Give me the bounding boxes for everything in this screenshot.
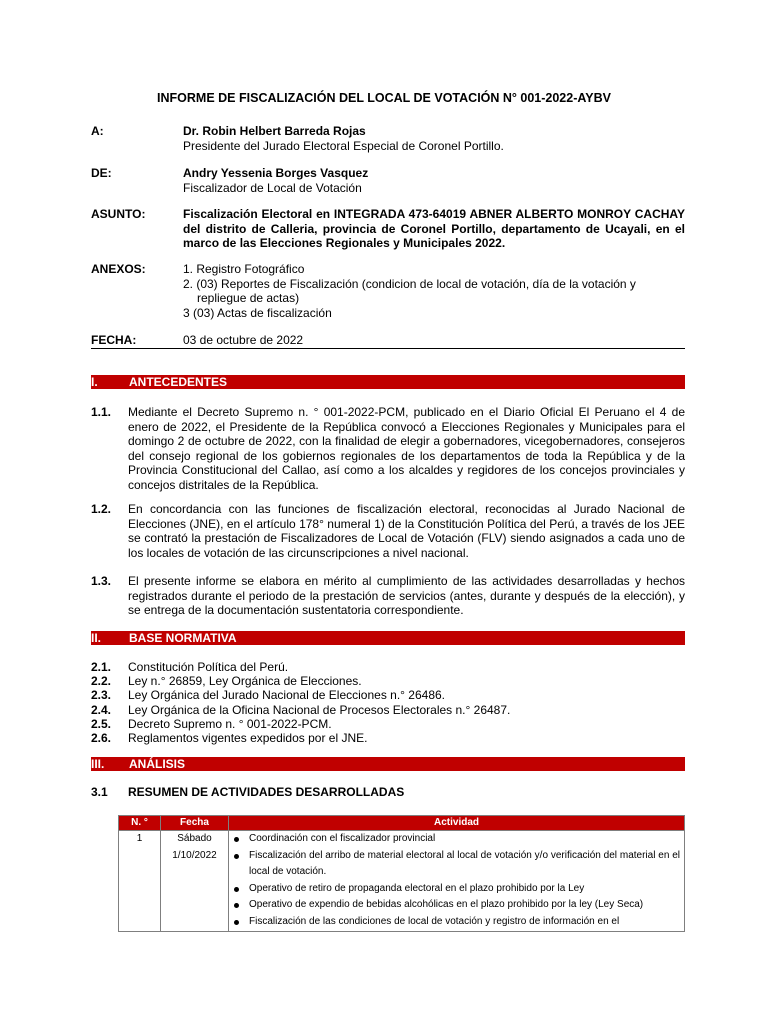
activity-item: Operativo de expendio de bebidas alcohólicas en el plazo prohibido por la ley (Ley Seca) bbox=[249, 897, 680, 914]
recipient-label: A: bbox=[91, 124, 104, 138]
sender-name: Andry Yessenia Borges Vasquez bbox=[183, 166, 369, 180]
section-number: III. bbox=[91, 757, 105, 771]
column-header-activity: Actividad bbox=[229, 816, 685, 831]
list-item bbox=[91, 674, 685, 688]
paragraph-text: Mediante el Decreto Supremo n. ° 001-2022-PCM, publicado en el Diario Oficial El Peruano el 4 de enero de 2022, el Presidente de la República convocó a Elecciones Regionales y Municipales para el domingo 2 de octubre de 2022, con la finalidad de elegir a gobernadores, vicegobernadores, consejeros del consejo regional de los gobiernos regionales de los departamentos de toda la República y de la Provincia Constitucional del Callao, así como a los alcaldes y regidores de los concejos provinciales y concejos distritales de la República. bbox=[128, 405, 685, 492]
row-date-day: Sábado bbox=[177, 833, 212, 844]
subsection-title: RESUMEN DE ACTIVIDADES DESARROLLADAS bbox=[128, 785, 405, 799]
list-number: 2.1. bbox=[91, 660, 112, 674]
annex-item: 2. (03) Reportes de Fiscalización (condicion de local de votación, día de la votación y bbox=[183, 276, 636, 291]
sender-role: Fiscalizador de Local de Votación bbox=[183, 180, 362, 195]
section-antecedentes-heading bbox=[91, 375, 685, 389]
list-item bbox=[91, 660, 685, 674]
list-text: Decreto Supremo n. ° 001-2022-PCM. bbox=[128, 716, 332, 731]
section-base-normativa-heading bbox=[91, 631, 685, 645]
activity-item: Fiscalización del arribo de material electoral al local de votación y/o verificación del material en el local de votación. bbox=[249, 848, 680, 881]
report-title: INFORME DE FISCALIZACIÓN DEL LOCAL DE VOTACIÓN N° 001-2022-AYBV bbox=[157, 91, 611, 105]
annex-item: 3 (03) Actas de fiscalización bbox=[183, 305, 332, 320]
table-header-row bbox=[119, 816, 685, 831]
list-number: 2.6. bbox=[91, 730, 112, 745]
header-divider bbox=[91, 348, 685, 349]
row-date-value: 1/10/2022 bbox=[172, 849, 217, 861]
list-number: 2.2. bbox=[91, 674, 112, 689]
row-activities bbox=[229, 831, 685, 932]
date-label: FECHA: bbox=[91, 333, 137, 347]
section-title: ANÁLISIS bbox=[129, 757, 186, 771]
paragraph-number: 1.3. bbox=[91, 574, 112, 588]
activity-list bbox=[229, 831, 684, 931]
activity-item: Coordinación con el fiscalizador provincial bbox=[249, 831, 680, 848]
list-text: Ley Orgánica de la Oficina Nacional de Procesos Electorales n.° 26487. bbox=[128, 702, 511, 717]
list-item bbox=[91, 717, 685, 731]
paragraph-text: El presente informe se elabora en mérito al cumplimiento de las actividades desarrolladas y hechos registrados durante el periodo de la prestación de servicios (antes, durante y después de la elección), y se entrega de la documentación sustentatoria correspondiente. bbox=[128, 574, 685, 618]
paragraph-text: En concordancia con las funciones de fiscalización electoral, reconocidas al Jurado Nacional de Elecciones (JNE), en el artículo 178° numeral 1) de la Constitución Política del Perú, a través de los JEE se contrató la prestación de Fiscalizadores de Local de Votación (FLV) siendo asignados a cada uno de los locales de votación de las circunscripciones a nivel nacional. bbox=[128, 502, 685, 560]
recipient-role: Presidente del Jurado Electoral Especial de Coronel Portillo. bbox=[183, 138, 504, 153]
list-item bbox=[91, 703, 685, 717]
column-header-date: Fecha bbox=[161, 816, 229, 831]
sender-label: DE: bbox=[91, 166, 112, 180]
list-item bbox=[91, 731, 685, 745]
list-text: Reglamentos vigentes expedidos por el JNE. bbox=[128, 730, 368, 745]
list-item bbox=[91, 688, 685, 702]
list-number: 2.3. bbox=[91, 688, 112, 703]
annex-item: 1. Registro Fotográfico bbox=[183, 262, 305, 276]
section-title: BASE NORMATIVA bbox=[129, 631, 237, 645]
legal-basis-list bbox=[91, 660, 685, 745]
list-text: Constitución Política del Perú. bbox=[128, 660, 289, 674]
row-date bbox=[161, 831, 229, 932]
paragraph-number: 1.2. bbox=[91, 502, 112, 516]
list-number: 2.5. bbox=[91, 716, 112, 731]
row-number: 1 bbox=[119, 831, 161, 932]
list-text: Ley n.° 26859, Ley Orgánica de Elecciones. bbox=[128, 674, 362, 689]
paragraph-number: 1.1. bbox=[91, 405, 112, 419]
subject-label: ASUNTO: bbox=[91, 207, 146, 221]
table-row bbox=[119, 831, 685, 932]
annexes-label: ANEXOS: bbox=[91, 262, 146, 276]
list-number: 2.4. bbox=[91, 702, 112, 717]
column-header-number: N. ° bbox=[119, 816, 161, 831]
activity-item: Fiscalización de las condiciones de local de votación y registro de información en el bbox=[249, 914, 680, 931]
activities-table bbox=[118, 815, 685, 932]
section-title: ANTECEDENTES bbox=[129, 375, 228, 389]
annex-item: repliegue de actas) bbox=[197, 291, 300, 305]
section-number: II. bbox=[91, 631, 102, 645]
date-value: 03 de octubre de 2022 bbox=[183, 333, 304, 347]
section-analisis-heading bbox=[91, 757, 685, 771]
section-number: I. bbox=[91, 375, 98, 389]
recipient-name: Dr. Robin Helbert Barreda Rojas bbox=[183, 124, 366, 138]
subject-text: Fiscalización Electoral en INTEGRADA 473-64019 ABNER ALBERTO MONROY CACHAY del distrito de Calleria, provincia de Coronel Portillo, departamento de Ucayali, en el marco de las Elecciones Regionales y Municipales 2022. bbox=[183, 207, 685, 250]
activity-item: Operativo de retiro de propaganda electoral en el plazo prohibido por la Ley bbox=[249, 881, 680, 898]
list-text: Ley Orgánica del Jurado Nacional de Elecciones n.° 26486. bbox=[128, 688, 445, 703]
subsection-number: 3.1 bbox=[91, 785, 108, 799]
